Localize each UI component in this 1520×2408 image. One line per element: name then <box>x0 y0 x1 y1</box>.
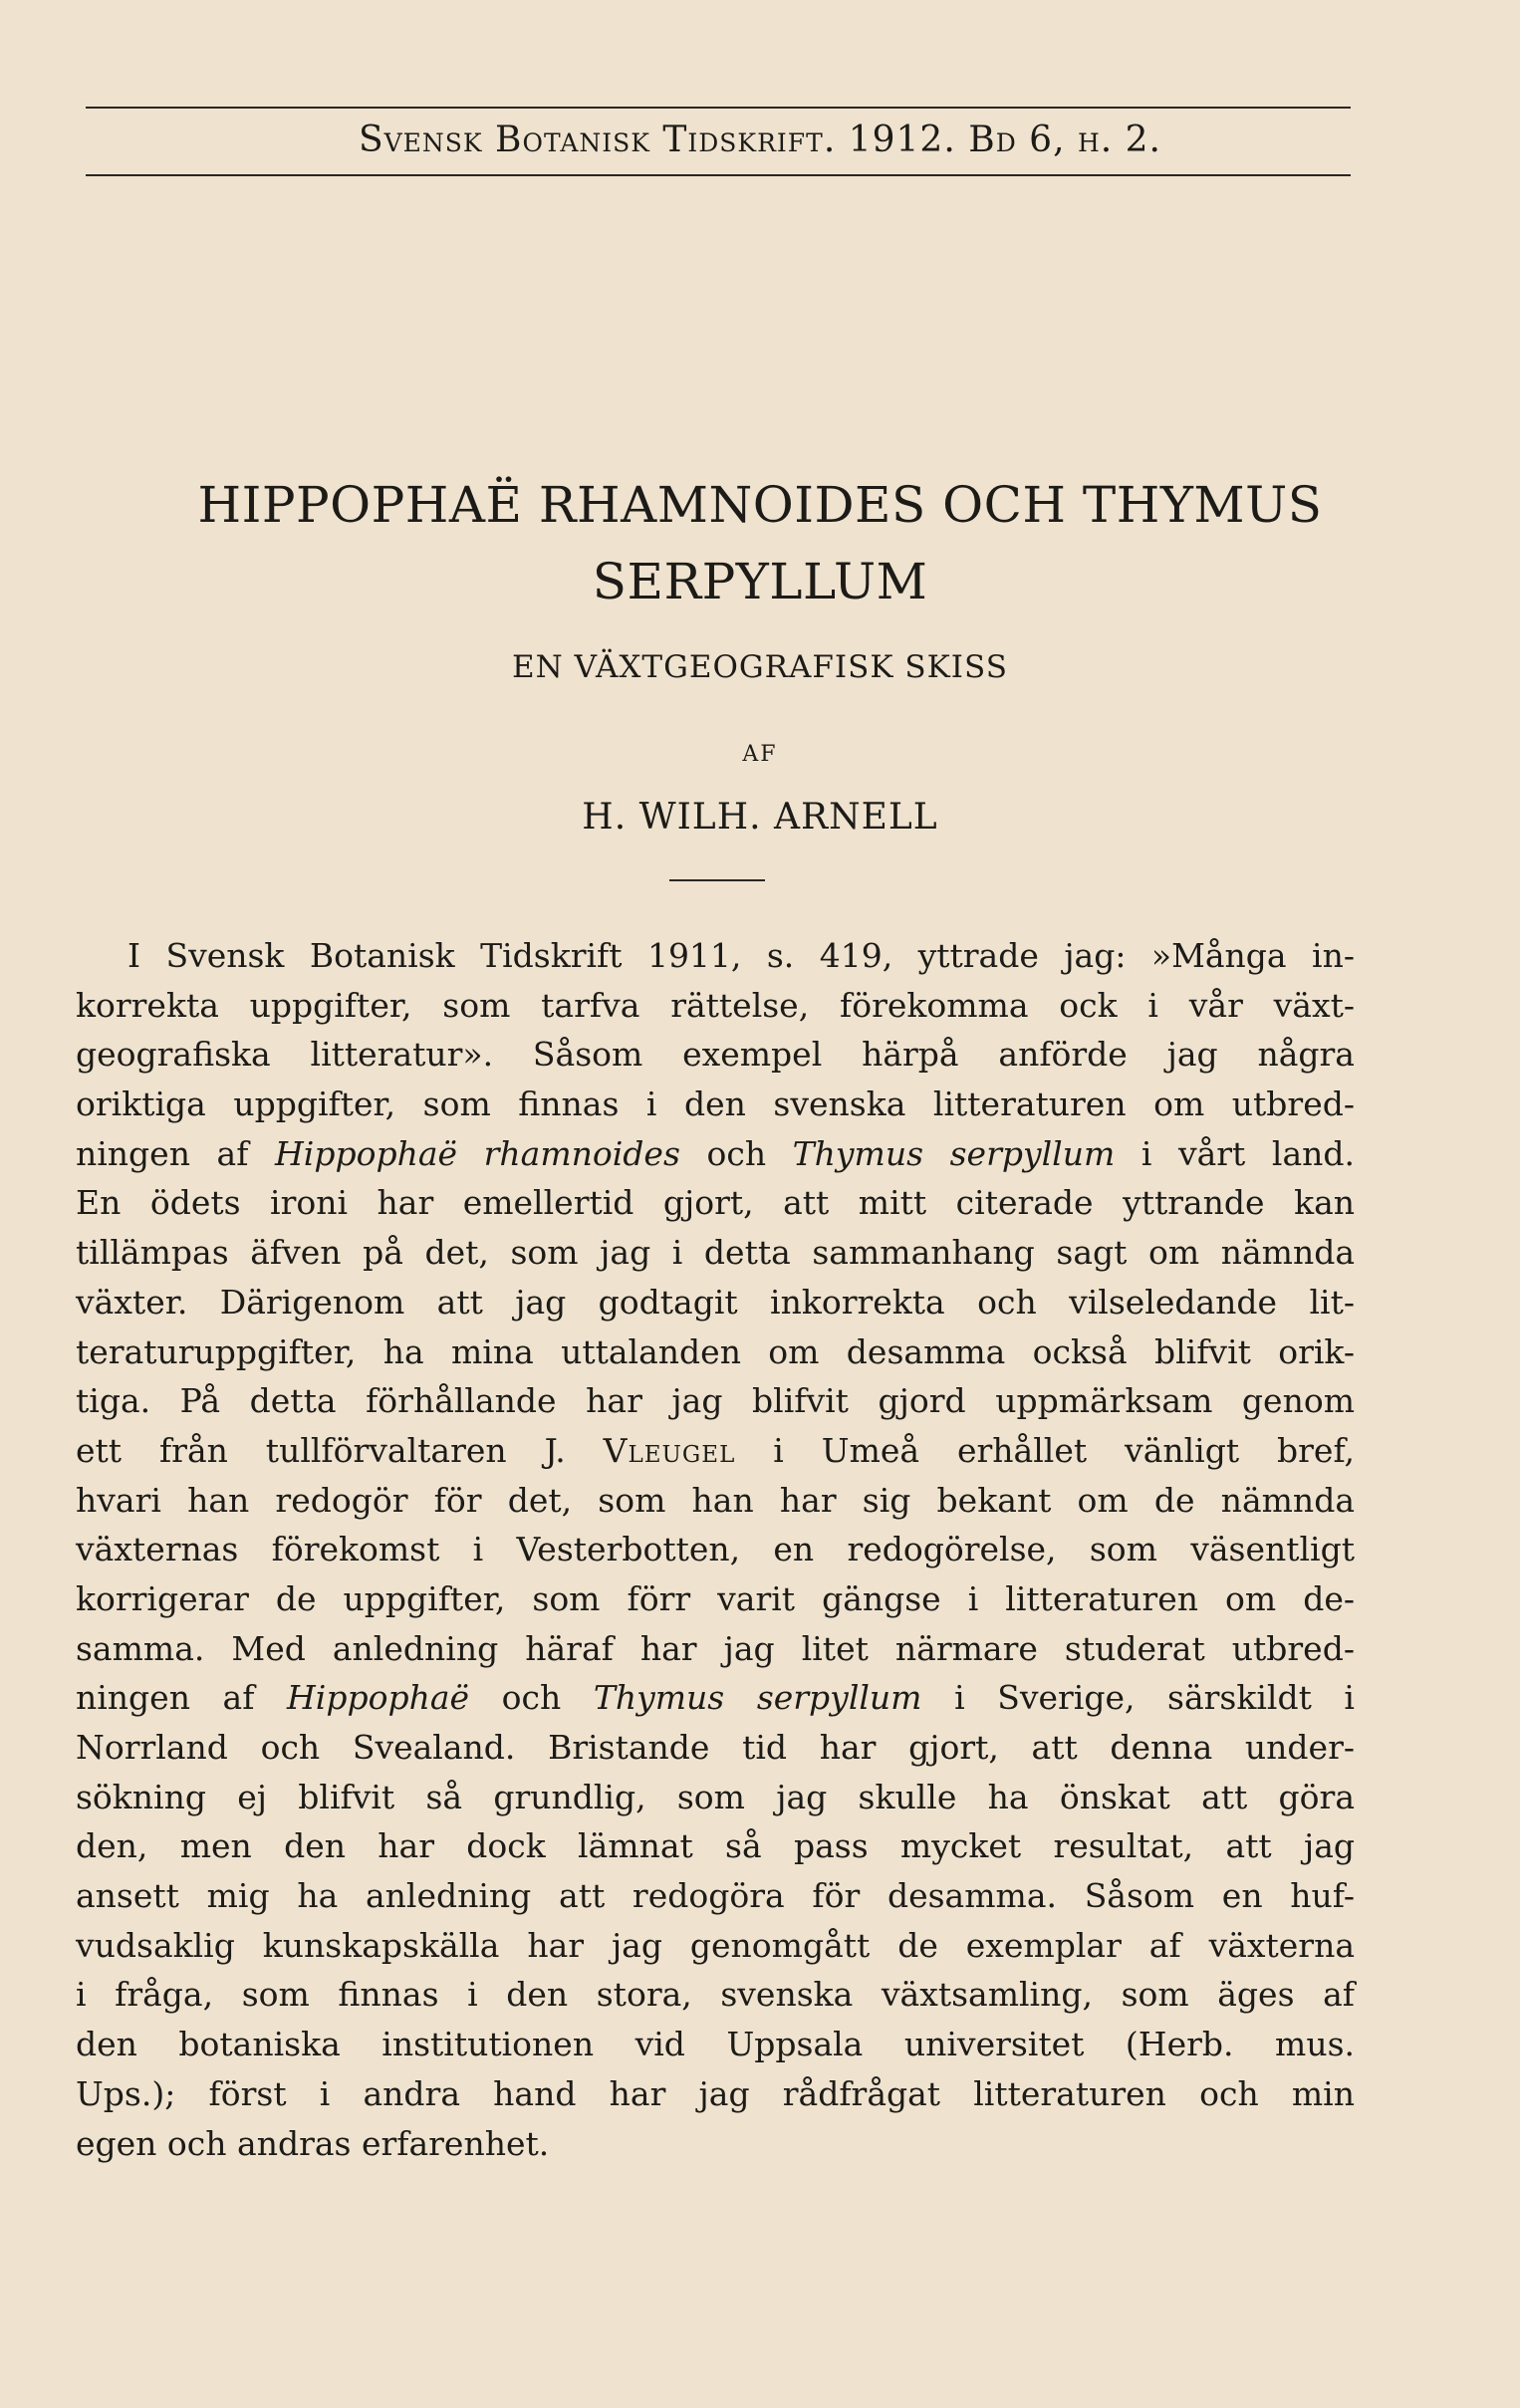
text-line: ett från tullförvaltaren J. Vleugel i Umeå erhållet vänligt bref, <box>76 1430 1355 1470</box>
article-title-line-1: HIPPOPHAË RHAMNOIDES OCH THYMUS <box>197 476 1323 534</box>
header-rule-top <box>86 107 1351 109</box>
species-name: Thymus serpyllum <box>792 1133 1116 1173</box>
text-line: En ödets ironi har emellertid gjort, att mitt citerade yttrande kan <box>76 1183 1355 1223</box>
text-line: tillämpas äfven på det, som jag i detta sammanhang sagt om nämnda <box>76 1233 1355 1273</box>
text-line: geografiska litteratur». Såsom exempel härpå anförde jag några <box>76 1035 1355 1075</box>
text-line: Norrland och Svealand. Bristande tid har gjort, att denna under- <box>76 1728 1355 1767</box>
byline-af: AF <box>742 742 778 767</box>
text-line: den, men den har dock lämnat så pass mycket resultat, att jag <box>76 1826 1355 1866</box>
species-name: Hippophaë <box>287 1678 470 1718</box>
text-line: tiga. På detta förhållande har jag blifvit gjord uppmärksam genom <box>76 1381 1355 1421</box>
text-line: egen och andras erfarenhet. <box>76 2123 550 2163</box>
text-line: växternas förekomst i Vesterbotten, en redogörelse, som väsentligt <box>76 1530 1355 1569</box>
species-name: Thymus serpyllum <box>593 1678 922 1718</box>
person-name: Vleugel <box>603 1430 736 1470</box>
text-line: ningen af Hippophaë och Thymus serpyllum i Sverige, särskildt i <box>76 1678 1355 1718</box>
text-line: oriktiga uppgifter, som finnas i den svenska litteraturen om utbred- <box>76 1084 1355 1124</box>
journal-year: 1912. <box>848 120 956 160</box>
text-line: vudsaklig kunskapskälla har jag genomgått de exemplar af växterna <box>76 1925 1355 1965</box>
article-title-line-2: SERPYLLUM <box>592 553 928 610</box>
text-line: teraturuppgifter, ha mina uttalanden om desamma också blifvit orik- <box>76 1331 1355 1371</box>
text-line: I Svensk Botanisk Tidskrift 1911, s. 419, yttrade jag: »Många in- <box>127 936 1355 975</box>
article-author: H. WILH. ARNELL <box>582 797 938 838</box>
title-separator-rule <box>669 879 765 881</box>
journal-volume: Bd 6, h. 2. <box>968 120 1162 160</box>
text-line: ansett mig ha anledning att redogöra för desamma. Såsom en huf- <box>76 1876 1355 1916</box>
text-line: den botaniska institutionen vid Uppsala universitet (Herb. mus. <box>76 2025 1355 2064</box>
text-line: Ups.); först i andra hand har jag rådfrågat litteraturen och min <box>76 2073 1355 2113</box>
body-paragraph <box>76 931 1355 2168</box>
text-line: sökning ej blifvit så grundlig, som jag skulle ha önskat att göra <box>76 1777 1355 1816</box>
text-line: i fråga, som finnas i den stora, svenska växtsamling, som äges af <box>76 1975 1355 2015</box>
text-line: samma. Med anledning häraf har jag litet närmare studerat utbred- <box>76 1628 1355 1668</box>
text-line: hvari han redogör för det, som han har sig bekant om de nämnda <box>76 1480 1355 1520</box>
running-head <box>0 120 1520 160</box>
text-line: korrigerar de uppgifter, som förr varit gängse i litteraturen om de- <box>76 1578 1355 1618</box>
text-line: ningen af Hippophaë rhamnoides och Thymus serpyllum i vårt land. <box>76 1133 1355 1173</box>
header-rule-bottom <box>86 174 1351 176</box>
text-line: växter. Därigenom att jag godtagit inkorrekta och vilseledande lit- <box>76 1282 1355 1322</box>
species-name: Hippophaë rhamnoides <box>275 1133 680 1173</box>
journal-name: Svensk Botanisk Tidskrift. <box>358 120 837 160</box>
article-subtitle: EN VÄXTGEOGRAFISK SKISS <box>512 649 1008 685</box>
text-line: korrekta uppgifter, som tarfva rättelse, förekomma ock i vår växt- <box>76 985 1355 1025</box>
